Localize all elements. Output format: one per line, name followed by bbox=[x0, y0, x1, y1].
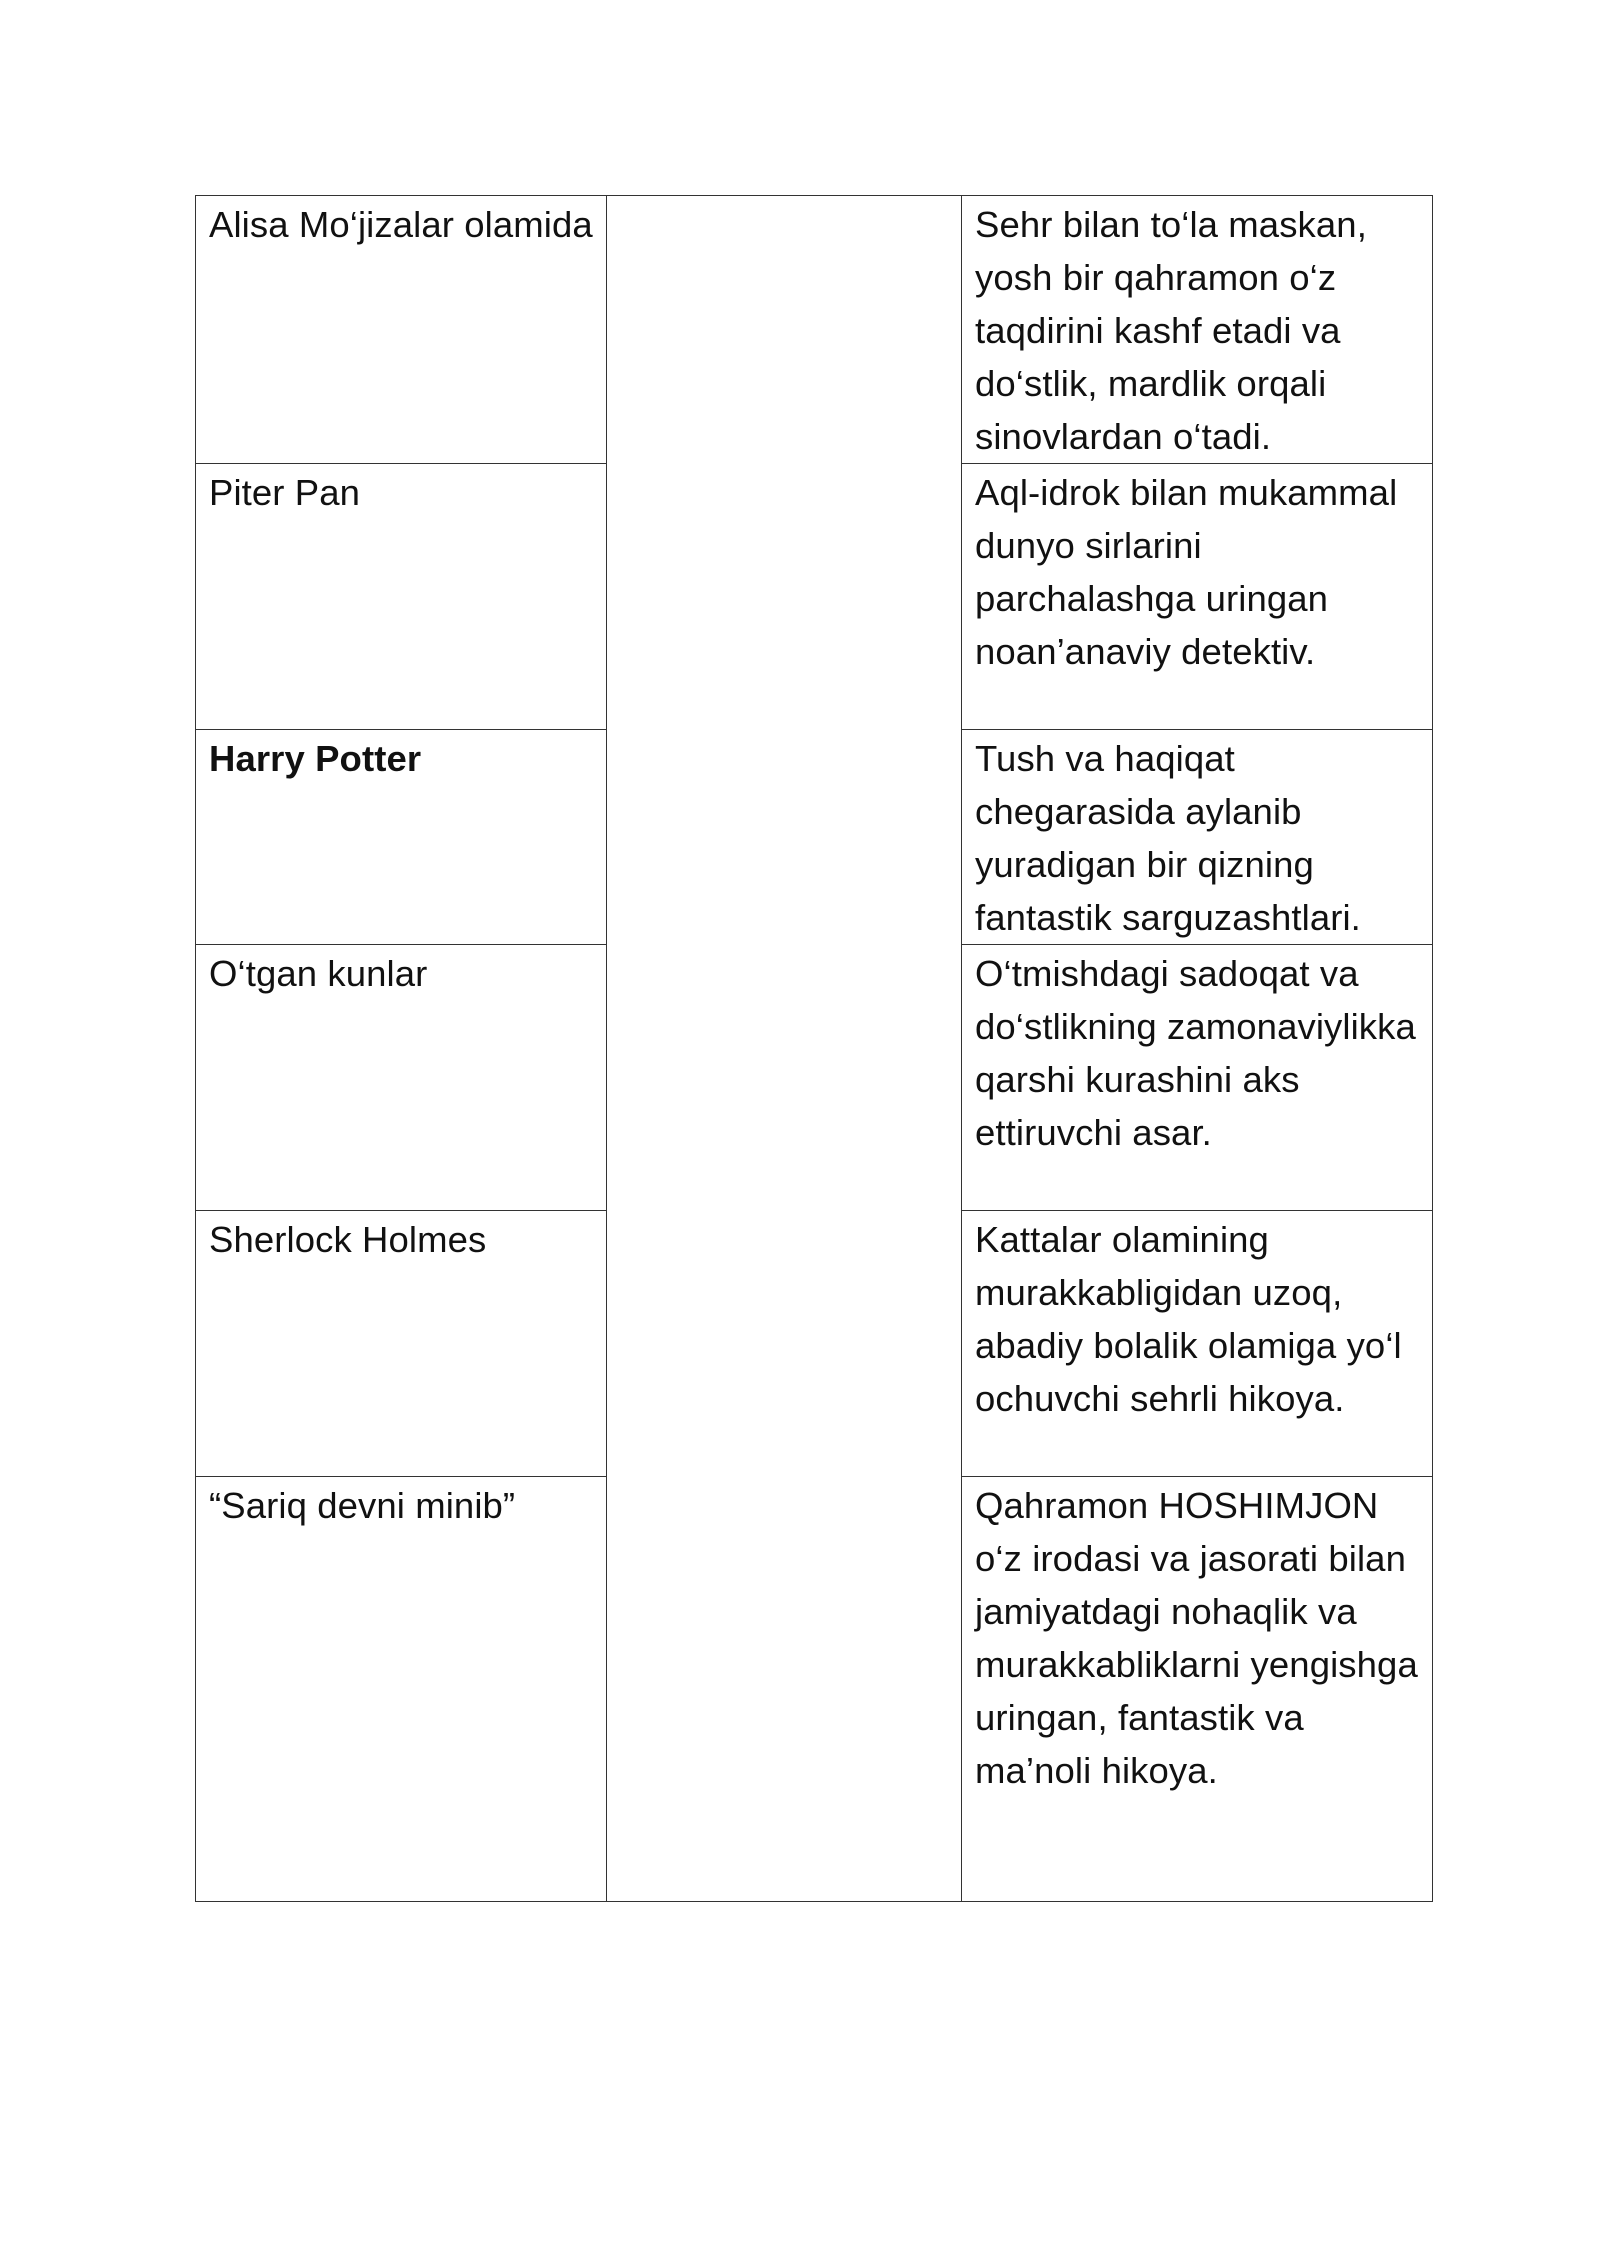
description-cell bbox=[962, 1477, 1433, 1902]
table-row bbox=[196, 196, 1433, 464]
description-cell bbox=[962, 464, 1433, 730]
book-title: O‘tgan kunlar bbox=[209, 953, 428, 994]
book-description: Sehr bilan to‘la maskan, yosh bir qahramon o‘z taqdirini kashf etadi va do‘stlik, mardlik orqali sinovlardan o‘tadi. bbox=[975, 204, 1367, 457]
book-title: Harry Potter bbox=[209, 738, 422, 779]
description-cell bbox=[962, 730, 1433, 945]
book-title-cell bbox=[196, 1211, 607, 1477]
book-description: Kattalar olamining murakkabligidan uzoq, abadiy bolalik olamiga yo‘l ochuvchi sehrli hikoya. bbox=[975, 1219, 1402, 1419]
book-title-cell bbox=[196, 730, 607, 945]
matching-table bbox=[195, 195, 1433, 1902]
book-description: Qahramon HOSHIMJON o‘z irodasi va jasorati bilan jamiyatdagi nohaqlik va murakkabliklarni yengishga uringan, fantastik va ma’noli hikoya. bbox=[975, 1485, 1418, 1791]
book-title-cell bbox=[196, 945, 607, 1211]
book-title-cell bbox=[196, 1477, 607, 1902]
book-description: O‘tmishdagi sadoqat va do‘stlikning zamonaviylikka qarshi kurashini aks ettiruvchi asar. bbox=[975, 953, 1416, 1153]
description-cell bbox=[962, 1211, 1433, 1477]
book-title-cell bbox=[196, 196, 607, 464]
book-description: Tush va haqiqat chegarasida aylanib yuradigan bir qizning fantastik sarguzashtlari. bbox=[975, 738, 1361, 938]
description-cell bbox=[962, 196, 1433, 464]
book-title: “Sariq devni minib” bbox=[209, 1485, 516, 1526]
book-title: Piter Pan bbox=[209, 472, 361, 513]
book-description: Aql-idrok bilan mukammal dunyo sirlarini parchalashga uringan noan’anaviy detektiv. bbox=[975, 472, 1398, 672]
book-title: Sherlock Holmes bbox=[209, 1219, 487, 1260]
book-title-cell bbox=[196, 464, 607, 730]
description-cell bbox=[962, 945, 1433, 1211]
book-title: Alisa Mo‘jizalar olamida bbox=[209, 204, 593, 245]
blank-cell bbox=[607, 196, 962, 1902]
